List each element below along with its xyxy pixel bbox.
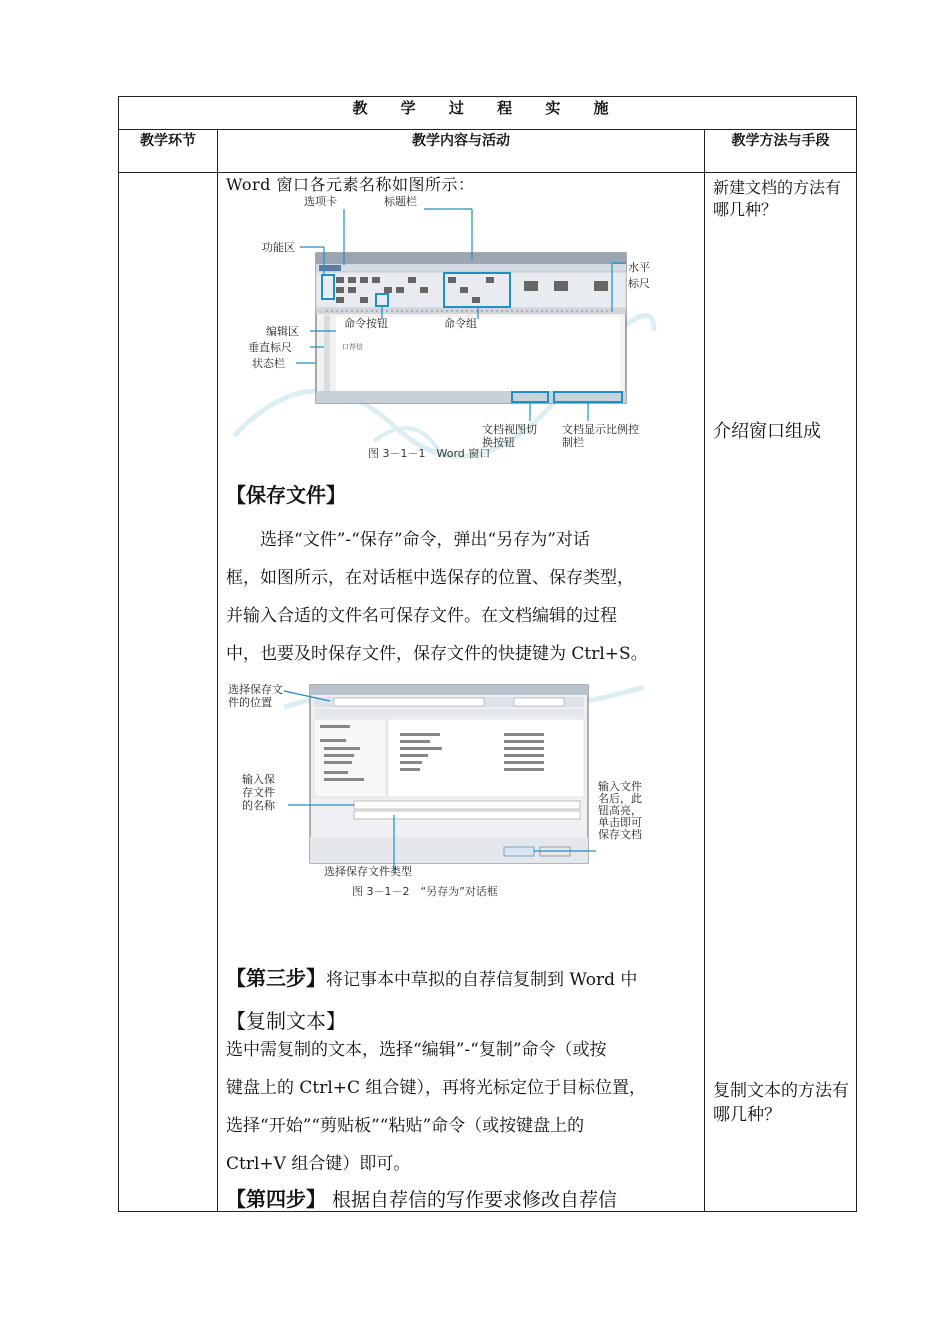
header-method: 教学方法与手段 [705,130,857,173]
header-content: 教学内容与活动 [218,130,705,173]
content-cell [218,173,705,1212]
method-note-window: 介绍窗口组成 [713,421,821,442]
figure-save-dialog [224,677,674,905]
label-ruler-h: 水平 标尺 [628,261,650,290]
copy-line: Ctrl+V 组合键）即可。 [226,1154,411,1174]
step3-line [226,961,706,999]
figure1-caption: 图 3－1－1 Word 窗口 [368,447,491,460]
step4-line [226,1183,706,1212]
save-line: 选择“文件”-“保存”命令，弹出“另存为”对话 [260,530,590,550]
copy-heading: 【复制文本】 [226,1009,346,1033]
label-save-filename: 输入保 存文件 的名称 [242,773,275,812]
lesson-table [118,96,857,1212]
save-line: 框，如图所示，在对话框中选保存的位置、保存类型， [226,568,634,588]
copy-line: 选中需复制的文本，选择“编辑”-“复制”命令（或按 [226,1040,607,1060]
label-edit-area: 编辑区 [266,325,299,338]
header-stage: 教学环节 [119,130,218,173]
label-ribbon: 功能区 [262,241,295,254]
copy-line: 键盘上的 Ctrl+C 组合键），再将光标定位于目标位置， [226,1078,646,1098]
label-cmd-button: 命令按钮 [344,317,388,330]
table-title: 教 学 过 程 实 施 [119,97,857,130]
save-line: 并输入合适的文件名可保存文件。在文档编辑的过程 [226,606,617,626]
label-save-location: 选择保存文 件的位置 [228,683,283,709]
save-heading: 【保存文件】 [226,483,346,507]
label-tab: 选项卡 [304,195,337,208]
step3-text: 将记事本中草拟的自荐信复制到 Word 中 [326,970,638,990]
label-ruler-v: 垂直标尺 [248,341,292,354]
save-line: 中，也要及时保存文件，保存文件的快捷键为 Ctrl+S。 [226,644,648,664]
svg-text:口荐信: 口荐信 [342,343,363,351]
label-titlebar: 标题栏 [384,195,417,208]
figure2-caption: 图 3－1－2 “另存为”对话框 [352,885,498,898]
label-zoom: 文档显示比例控 制栏 [562,423,639,449]
figure-word-window [224,195,664,461]
intro-text: Word 窗口各元素名称如图所示： [226,175,475,194]
label-cmd-group: 命令组 [444,317,477,330]
method-note-copy: 复制文本的方法有哪几种？ [713,1081,849,1125]
step3-bracket: 【第三步】 [226,966,326,990]
copy-paragraph [226,1031,700,1183]
stage-cell [119,173,218,1212]
label-view-switch: 文档视图切 换按钮 [482,423,537,449]
method-cell [705,173,857,1212]
label-save-type: 选择保存文件类型 [324,865,412,878]
copy-line: 选择“开始”“剪贴板”“粘贴”命令（或按键盘上的 [226,1116,585,1136]
method-note-new-doc: 新建文档的方法有哪几种？ [713,178,842,219]
step4-bracket: 【第四步】 [226,1187,326,1211]
save-paragraph [226,521,696,673]
label-statusbar: 状态栏 [252,357,285,370]
step4-text: 根据自荐信的写作要求修改自荐信 [326,1189,618,1211]
label-save-button-note: 输入文件 名后，此 钮高亮， 单击即可 保存文档 [598,780,642,841]
